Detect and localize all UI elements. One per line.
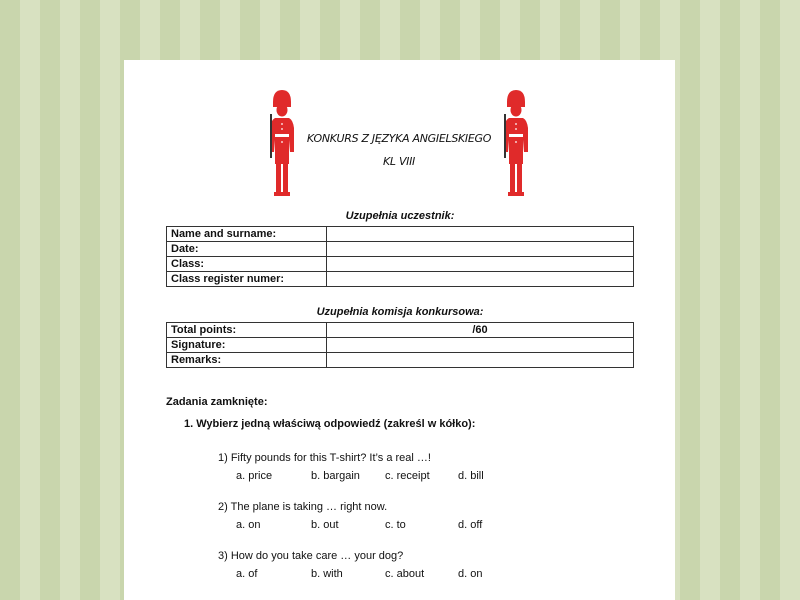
- table-row: [167, 257, 634, 272]
- date-label: Date:: [167, 242, 327, 257]
- question-3-option-b[interactable]: b. with: [311, 568, 343, 580]
- total-points-field[interactable]: /60: [327, 323, 634, 338]
- question-2-option-c[interactable]: c. to: [385, 519, 406, 531]
- worksheet-page: [124, 60, 675, 600]
- participant-table: [166, 226, 634, 287]
- register-number-label: Class register numer:: [167, 272, 327, 287]
- royal-guard-icon: [504, 90, 528, 196]
- total-points-label: Total points:: [167, 323, 327, 338]
- question-2: 2) The plane is taking … right now.: [218, 501, 388, 513]
- question-2-option-b[interactable]: b. out: [311, 519, 339, 531]
- table-row: [167, 353, 634, 368]
- question-3-option-c[interactable]: c. about: [385, 568, 425, 580]
- contest-grade: KL VIII: [383, 155, 415, 168]
- question-1-option-c[interactable]: c. receipt: [385, 470, 430, 482]
- committee-table: [166, 322, 634, 368]
- signature-label: Signature:: [167, 338, 327, 353]
- question-3-option-a[interactable]: a. of: [236, 568, 258, 580]
- table-row: [167, 227, 634, 242]
- committee-caption: Uzupełnia komisja konkursowa:: [316, 306, 484, 318]
- date-field[interactable]: [327, 242, 634, 257]
- task-instruction: 1. Wybierz jedną właściwą odpowiedź (zakreśl w kółko):: [184, 418, 476, 430]
- question-3-option-d[interactable]: d. on: [458, 568, 483, 580]
- question-1-option-b[interactable]: b. bargain: [311, 470, 360, 482]
- question-2-option-a[interactable]: a. on: [236, 519, 261, 531]
- table-row: [167, 323, 634, 338]
- name-label: Name and surname:: [167, 227, 327, 242]
- remarks-field[interactable]: [327, 353, 634, 368]
- question-3: 3) How do you take care … your dog?: [218, 550, 404, 562]
- contest-title: KONKURS Z JĘZYKA ANGIELSKIEGO: [306, 132, 492, 145]
- name-field[interactable]: [327, 227, 634, 242]
- signature-field[interactable]: [327, 338, 634, 353]
- register-number-field[interactable]: [327, 272, 634, 287]
- question-1-option-d[interactable]: d. bill: [458, 470, 484, 482]
- class-field[interactable]: [327, 257, 634, 272]
- question-1-option-a[interactable]: a. price: [236, 470, 273, 482]
- class-label: Class:: [167, 257, 327, 272]
- question-1: 1) Fifty pounds for this T-shirt? It’s a real …!: [218, 452, 431, 464]
- section-title: Zadania zamknięte:: [166, 396, 268, 408]
- table-row: [167, 272, 634, 287]
- table-row: [167, 338, 634, 353]
- question-2-option-d[interactable]: d. off: [458, 519, 483, 531]
- table-row: [167, 242, 634, 257]
- remarks-label: Remarks:: [167, 353, 327, 368]
- royal-guard-icon: [270, 90, 294, 196]
- participant-caption: Uzupełnia uczestnik:: [345, 210, 455, 222]
